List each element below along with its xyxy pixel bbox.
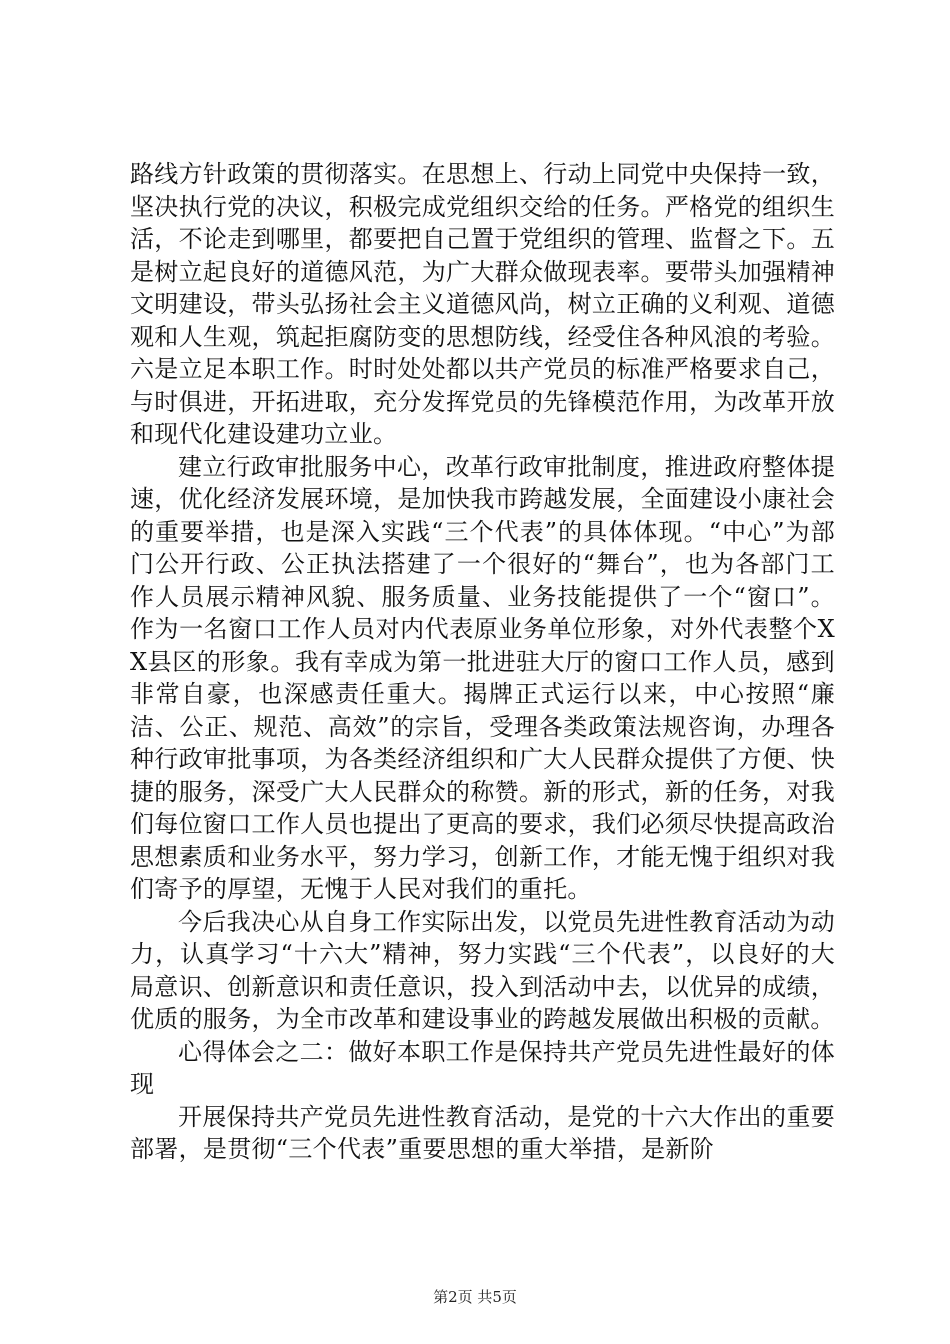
paragraph-3: 今后我决心从自身工作实际出发，以党员先进性教育活动为动力，认真学习“十六大”精神，努力实践“三个代表”，以良好的大局意识、创新意识和责任意识，投入到活动中去，以优异的成绩，优质的服务，为全市改革和建设事业的跨越发展做出积极的贡献。	[130, 907, 835, 1033]
section-heading: 心得体会之二：做好本职工作是保持共产党员先进性最好的体现	[130, 1037, 835, 1098]
paragraph-1: 路线方针政策的贯彻落实。在思想上、行动上同党中央保持一致，坚决执行党的决议，积极完成党组织交给的任务。严格党的组织生活，不论走到哪里，都要把自己置于党组织的管理、监督之下。五是树立起良好的道德风范，为广大群众做现表率。要带头加强精神文明建设，带头弘扬社会主义道德风尚，树立正确的义利观、道德观和人生观，筑起拒腐防变的思想防线，经受住各种风浪的考验。六是立足本职工作。时时处处都以共产党员的标准严格要求自己，与时俱进，开拓进取，充分发挥党员的先锋模范作用，为改革开放和现代化建设建功立业。	[130, 160, 835, 448]
paragraph-2: 建立行政审批服务中心，改革行政审批制度，推进政府整体提速，优化经济发展环境，是加快我市跨越发展，全面建设小康社会的重要举措，也是深入实践“三个代表”的具体体现。“中心”为部门公开行政、公正执法搭建了一个很好的“舞台”，也为各部门工作人员展示精神风貌、服务质量、业务技能提供了一个“窗口”。作为一名窗口工作人员对内代表原业务单位形象，对外代表整个XX县区的形象。我有幸成为第一批进驻大厅的窗口工作人员，感到非常自豪，也深感责任重大。揭牌正式运行以来，中心按照“廉洁、公正、规范、高效”的宗旨，受理各类政策法规咨询，办理各种行政审批事项，为各类经济组织和广大人民群众提供了方便、快捷的服务，深受广大人民群众的称赞。新的形式，新的任务，对我们每位窗口工作人员也提出了更高的要求，我们必须尽快提高政治思想素质和业务水平，努力学习，创新工作，才能无愧于组织对我们寄予的厚望，无愧于人民对我们的重托。	[130, 452, 835, 903]
page-number-footer: 第2页 共5页	[433, 1288, 517, 1306]
document-body	[130, 158, 835, 1166]
paragraph-4: 开展保持共产党员先进性教育活动，是党的十六大作出的重要部署，是贯彻“三个代表”重要思想的重大举措，是新阶	[130, 1102, 835, 1163]
